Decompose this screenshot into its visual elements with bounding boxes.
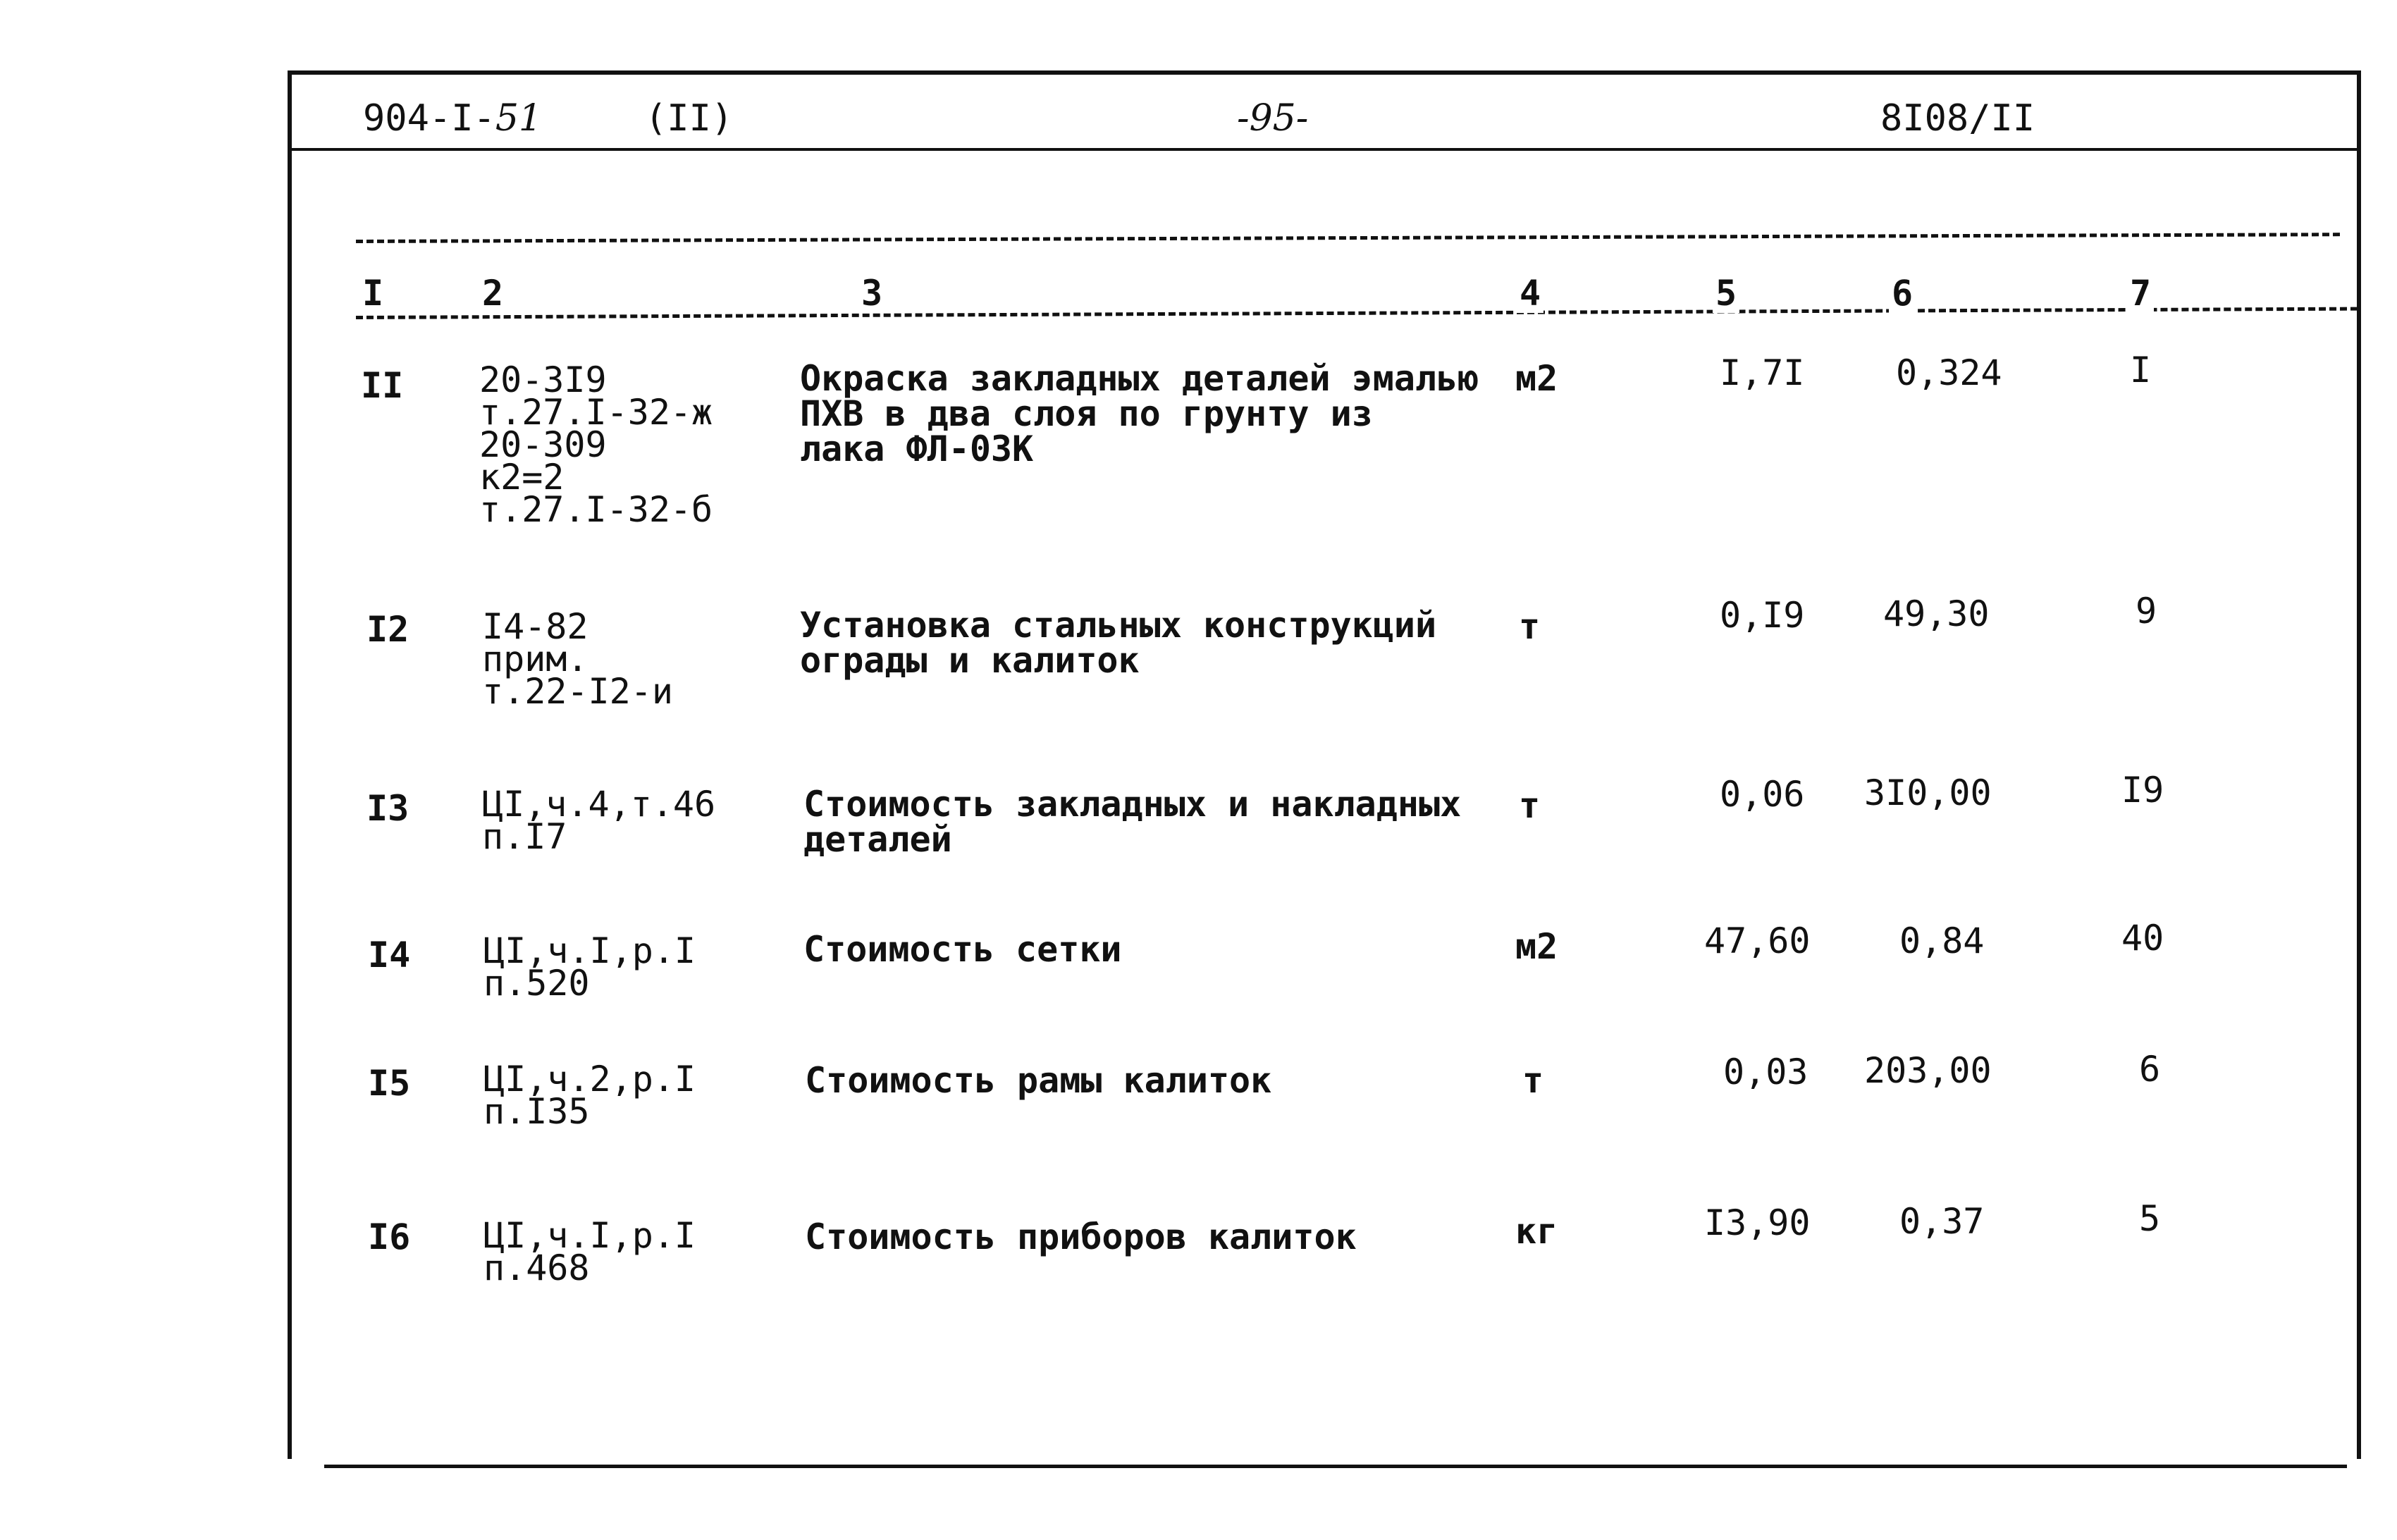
row-unit: т [1519,606,1541,647]
row-code-line: т.27.I-32-б [479,489,713,530]
row-code-line: прим. [482,639,589,679]
row-code-line: п.468 [483,1248,590,1288]
row-unit: т [1522,1060,1544,1101]
row-description [800,358,1479,469]
row-total: I [2130,350,2152,390]
column-number-1: I [359,273,386,313]
row-code [483,1215,696,1288]
doc-prefix: 904-I- [363,97,495,140]
row-number: II [361,365,404,406]
row-code-line: т.27.I-32-ж [479,392,713,433]
bottom-rule [324,1465,2347,1468]
row-number: I6 [368,1216,411,1257]
row-description-line: лака ФЛ-03К [800,429,1034,469]
row-unit: т [1519,785,1541,826]
row-description-line: Окраска закладных деталей эмалью [800,358,1479,399]
row-code [482,784,716,857]
row-unit-price: 49,30 [1883,593,1990,634]
row-code-line: 20-309 [479,424,607,465]
row-code-line: п.I7 [482,816,567,857]
row-code-line: к2=2 [479,457,565,498]
row-code [482,606,673,712]
page-number: -95- [1237,97,1309,140]
row-description [803,929,1122,970]
row-description-line: Стоимость сетки [803,929,1122,970]
row-code [479,359,713,530]
row-quantity: 0,03 [1723,1052,1808,1092]
row-description-line: Стоимость рамы калиток [805,1060,1272,1101]
row-quantity: 0,06 [1720,774,1805,815]
row-code-line: I4-82 [482,606,589,647]
column-number-7: 7 [2127,273,2154,313]
row-unit-price: 0,84 [1899,920,1985,961]
row-code-line: т.22-I2-и [482,671,673,712]
row-code-line: п.520 [483,963,590,1004]
row-quantity: 47,60 [1704,920,1811,961]
row-description [805,1216,1357,1257]
column-number-2: 2 [479,273,506,313]
doc-part: (II) [645,97,734,140]
row-total: 40 [2121,918,2164,959]
row-description [800,605,1437,681]
row-unit: кг [1515,1211,1558,1252]
row-quantity: I3,90 [1704,1202,1811,1243]
row-quantity: 0,I9 [1720,595,1805,636]
doc-code: 8I08/II [1880,97,2035,140]
row-description-line: Стоимость закладных и накладных [803,784,1462,825]
row-description [803,784,1462,860]
row-number: I3 [366,788,409,829]
row-unit-price: 0,324 [1896,352,2002,393]
header-rule [288,148,2361,151]
row-unit-price: 203,00 [1864,1050,1992,1091]
row-number: I2 [366,609,409,650]
row-description [805,1060,1272,1101]
row-code-line: ЦI,ч.4,т.46 [482,784,716,825]
row-unit-price: 3I0,00 [1864,772,1992,813]
row-description-line: ограды и калиток [800,640,1140,681]
row-total: 9 [2136,591,2157,632]
column-number-4: 4 [1517,273,1543,313]
column-number-5: 5 [1713,273,1739,313]
row-code [483,930,696,1004]
row-description-line: деталей [803,819,952,860]
row-description-line: ПХВ в два слоя по грунту из [800,393,1373,434]
row-code-line: ЦI,ч.2,р.I [483,1059,696,1099]
row-total: 5 [2139,1198,2161,1239]
row-unit: м2 [1515,926,1558,967]
row-number: I4 [368,935,411,975]
row-total: I9 [2121,770,2164,811]
row-unit: м2 [1515,358,1558,399]
doc-number [363,97,542,140]
row-quantity: I,7I [1720,352,1805,393]
row-code [483,1059,696,1132]
row-code-line: 20-3I9 [479,359,607,400]
doc-number-handwritten: 51 [495,97,543,140]
row-code-line: ЦI,ч.I,р.I [483,1215,696,1256]
row-description-line: Стоимость приборов калиток [805,1216,1357,1257]
row-code-line: п.I35 [483,1091,590,1132]
row-number: I5 [368,1063,411,1104]
column-number-3: 3 [858,273,885,313]
row-total: 6 [2139,1049,2161,1090]
row-description-line: Установка стальных конструкций [800,605,1437,646]
row-code-line: ЦI,ч.I,р.I [483,930,696,971]
column-number-6: 6 [1889,273,1916,313]
row-unit-price: 0,37 [1899,1201,1985,1242]
